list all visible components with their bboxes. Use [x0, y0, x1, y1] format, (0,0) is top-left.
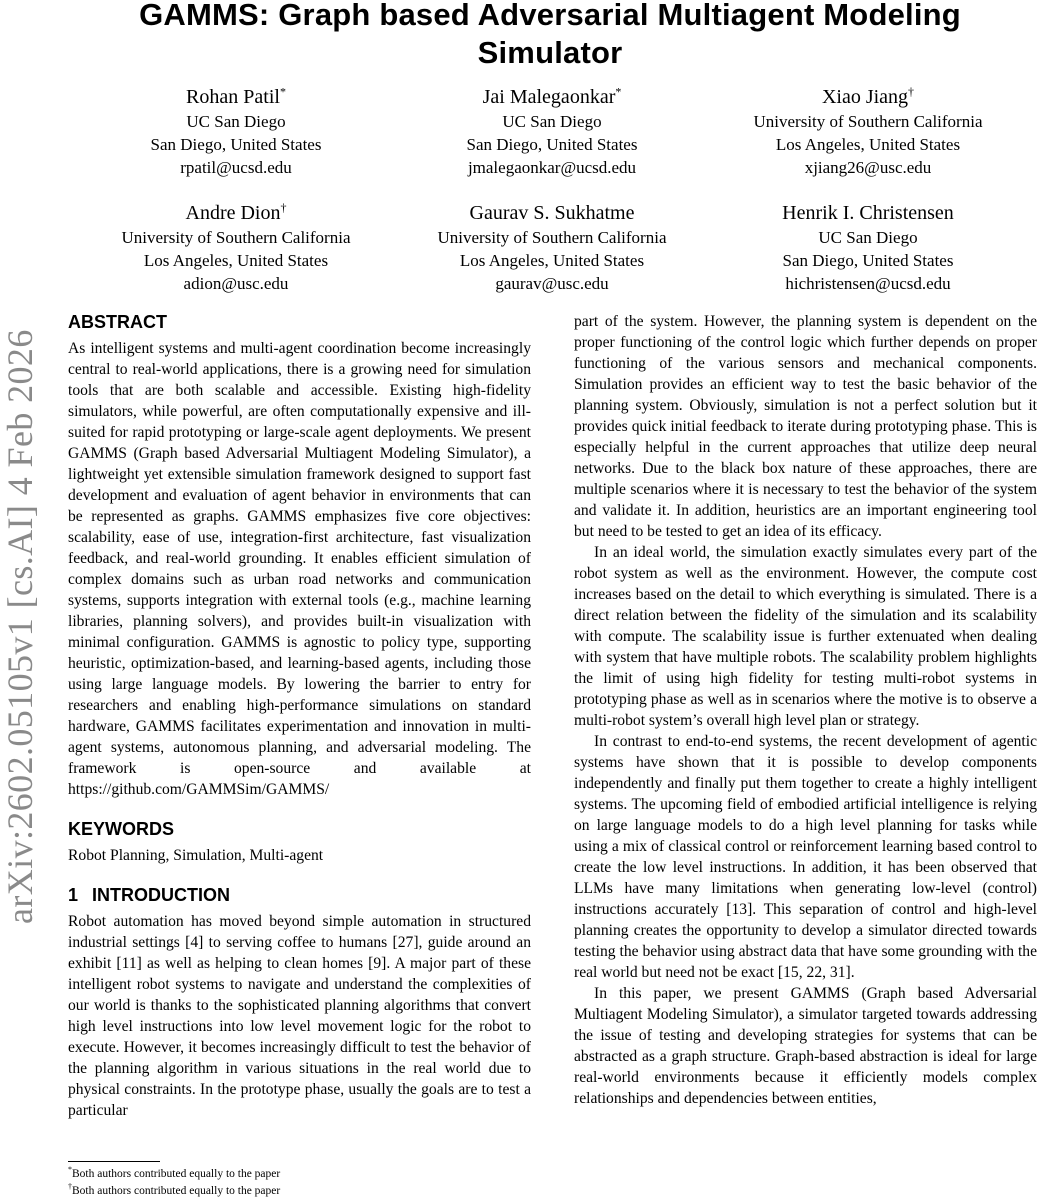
- author-mark: *: [615, 84, 622, 99]
- author-name: Henrik I. Christensen: [782, 202, 954, 224]
- abstract-text: As intelligent systems and multi-agent coordination become increasingly central to real-world applications, there is a growing need for simulation tools that are both scalable and accessible. Existing high-fidelity simulators, while powerful, are often computationally expensive and ill-suited for rapid prototyping or large-scale agent deployments. We present GAMMS (Graph based Adversarial Multiagent Modeling Simulator), a lightweight yet extensible simulation framework designed to support fast development and evaluation of agent behavior in environments that can be represented as graphs. GAMMS emphasizes five core objectives: scalability, ease of use, integration-first architecture, fast visualization feedback, and real-world grounding. It enables efficient simulation of complex domains such as urban road networks and communication systems, supports integration with external tools (e.g., machine learning libraries, planning solvers), and provides built-in visualization with minimal configuration. GAMMS is agnostic to policy type, supporting heuristic, optimization-based, and learning-based agents, including those using large language models. By lowering the barrier to entry for researchers and enabling high-performance simulations on standard hardware, GAMMS facilitates experimentation and innovation in multi-agent systems, autonomous planning, and adversarial modeling. The framework is open-source and available at https://github.com/GAMMSim/GAMMS/: [68, 340, 531, 798]
- author-block-4: [86, 200, 386, 295]
- author-location: Los Angeles, United States: [143, 251, 329, 270]
- author-block-2: [402, 84, 702, 179]
- intro-paragraph-4: In this paper, we present GAMMS (Graph based Adversarial Multiagent Modeling Simulator), a simulator targeted towards addressing the issue of testing and developing strategies for systems that can be abstracted as a graph structure. Graph-based abstraction is ideal for large real-world environments because it efficiently models complex relationships and dependencies between entities,: [574, 985, 1037, 1107]
- left-column: [68, 310, 531, 1121]
- intro-paragraph-3: In contrast to end-to-end systems, the recent development of agentic systems have shown that it is possible to develop components independently and finally put them together to create a highly intelligent systems. The upcoming field of embodied artificial intelligence is relying on large language models to do a high level planning for tasks while using a mix of classical control or reinforcement learning based control to create the low level instructions. In addition, it has been observed that LLMs have many limitations when generating low-level (control) instructions accurately [13]. This separation of control and high-level planning creates the opportunity to develop a simulator directed towards testing the behavior using abstract data that have some grounding with the real world but need not be exact [15, 22, 31].: [574, 733, 1037, 981]
- footnote-mark: †: [68, 1182, 72, 1192]
- section-number: 1: [68, 885, 79, 905]
- footnote-text: Both authors contributed equally to the paper: [72, 1185, 281, 1197]
- author-affiliation: UC San Diego: [502, 112, 602, 131]
- author-name: Andre Dion: [185, 202, 281, 224]
- right-column: [574, 311, 1037, 1109]
- footnote-2: [68, 1184, 280, 1198]
- author-name: Xiao Jiang: [821, 86, 909, 108]
- author-name: Rohan Patil: [186, 86, 280, 108]
- author-email: jmalegaonkar@ucsd.edu: [467, 158, 637, 177]
- author-location: Los Angeles, United States: [459, 251, 645, 270]
- author-name: Jai Malegaonkar: [482, 86, 616, 108]
- author-email: xjiang26@usc.edu: [804, 158, 932, 177]
- footnote-rule: [68, 1161, 160, 1162]
- author-block-1: [86, 84, 386, 179]
- author-block-6: [718, 200, 1018, 295]
- author-email: adion@usc.edu: [183, 274, 289, 293]
- author-mark: †: [280, 200, 287, 215]
- author-affiliation: UC San Diego: [186, 112, 286, 131]
- intro-paragraph-1: Robot automation has moved beyond simple automation in structured industrial settings [4] to serving coffee to humans [27], guide around an exhibit [11] as well as helping to clean homes [9]. A major part of these intelligent robot systems to navigate and understand the complexities of our world is thanks to the sophisticated planning algorithms that convert high level instructions into low level movement logic for the robot to execute. However, it becomes increasingly difficult to test the behavior of the planning algorithm in various situations in the real world due to physical constraints. In the prototype phase, usually the goals are to test a particular: [68, 913, 531, 1119]
- intro-paragraph-continued: part of the system. However, the planning system is dependent on the proper functioning of the control logic which further depends on proper functioning of the various sensors and mechanical components. Simulation provides an efficient way to test the basic behavior of the planning system. Obviously, simulation is not a perfect solution but it provides quick initial feedback to iterate during prototyping phase. This is especially helpful in the current approaches that utilize deep neural networks. Due to the black box nature of these approaches, there are multiple scenarios where it is necessary to test the behavior of the system and validate it. In addition, heuristics are an important engineering tool but need to be tested to get an idea of its efficacy.: [574, 313, 1037, 540]
- author-affiliation: University of Southern California: [753, 112, 983, 131]
- arxiv-identifier-stamp: arXiv:2602.05105v1 [cs.AI] 4 Feb 2026: [0, 329, 40, 924]
- author-location: Los Angeles, United States: [775, 135, 961, 154]
- author-affiliation: University of Southern California: [437, 228, 667, 247]
- author-block-3: [718, 84, 1018, 179]
- paper-title: GAMMS: Graph based Adversarial Multiagent Modeling Simulator: [139, 0, 961, 70]
- keywords-text: Robot Planning, Simulation, Multi-agent: [68, 847, 324, 864]
- author-location: San Diego, United States: [782, 251, 954, 270]
- keywords-heading: KEYWORDS: [68, 819, 175, 839]
- author-block-5: [402, 200, 702, 295]
- author-email: hichristensen@ucsd.edu: [785, 274, 951, 293]
- author-mark: *: [279, 84, 286, 99]
- footnote-mark: *: [68, 1165, 72, 1175]
- introduction-heading: [68, 883, 531, 907]
- footnote-1: [68, 1167, 280, 1181]
- intro-paragraph-2: In an ideal world, the simulation exactly simulates every part of the robot system as well as the environment. However, the compute cost increases based on the detail to which everything is simulated. There is a direct relation between the fidelity of the simulation and its scalability with compute. The scalability issue is further extenuated when dealing with system that have multiple robots. The scalability problem highlights the limit of using high fidelity for testing multi-robot systems in prototyping phase as well as in scenarios where the motive is to observe a multi-robot system’s overall high level plan or strategy.: [574, 544, 1037, 729]
- section-title: INTRODUCTION: [92, 885, 231, 905]
- author-mark: †: [908, 84, 915, 99]
- author-name: Gaurav S. Sukhatme: [469, 202, 635, 224]
- author-location: San Diego, United States: [150, 135, 322, 154]
- author-location: San Diego, United States: [466, 135, 638, 154]
- author-affiliation: UC San Diego: [818, 228, 918, 247]
- abstract-heading: ABSTRACT: [68, 312, 167, 332]
- footnote-text: Both authors contributed equally to the paper: [72, 1168, 281, 1180]
- author-affiliation: University of Southern California: [121, 228, 351, 247]
- author-email: rpatil@ucsd.edu: [180, 158, 292, 177]
- author-email: gaurav@usc.edu: [495, 274, 609, 293]
